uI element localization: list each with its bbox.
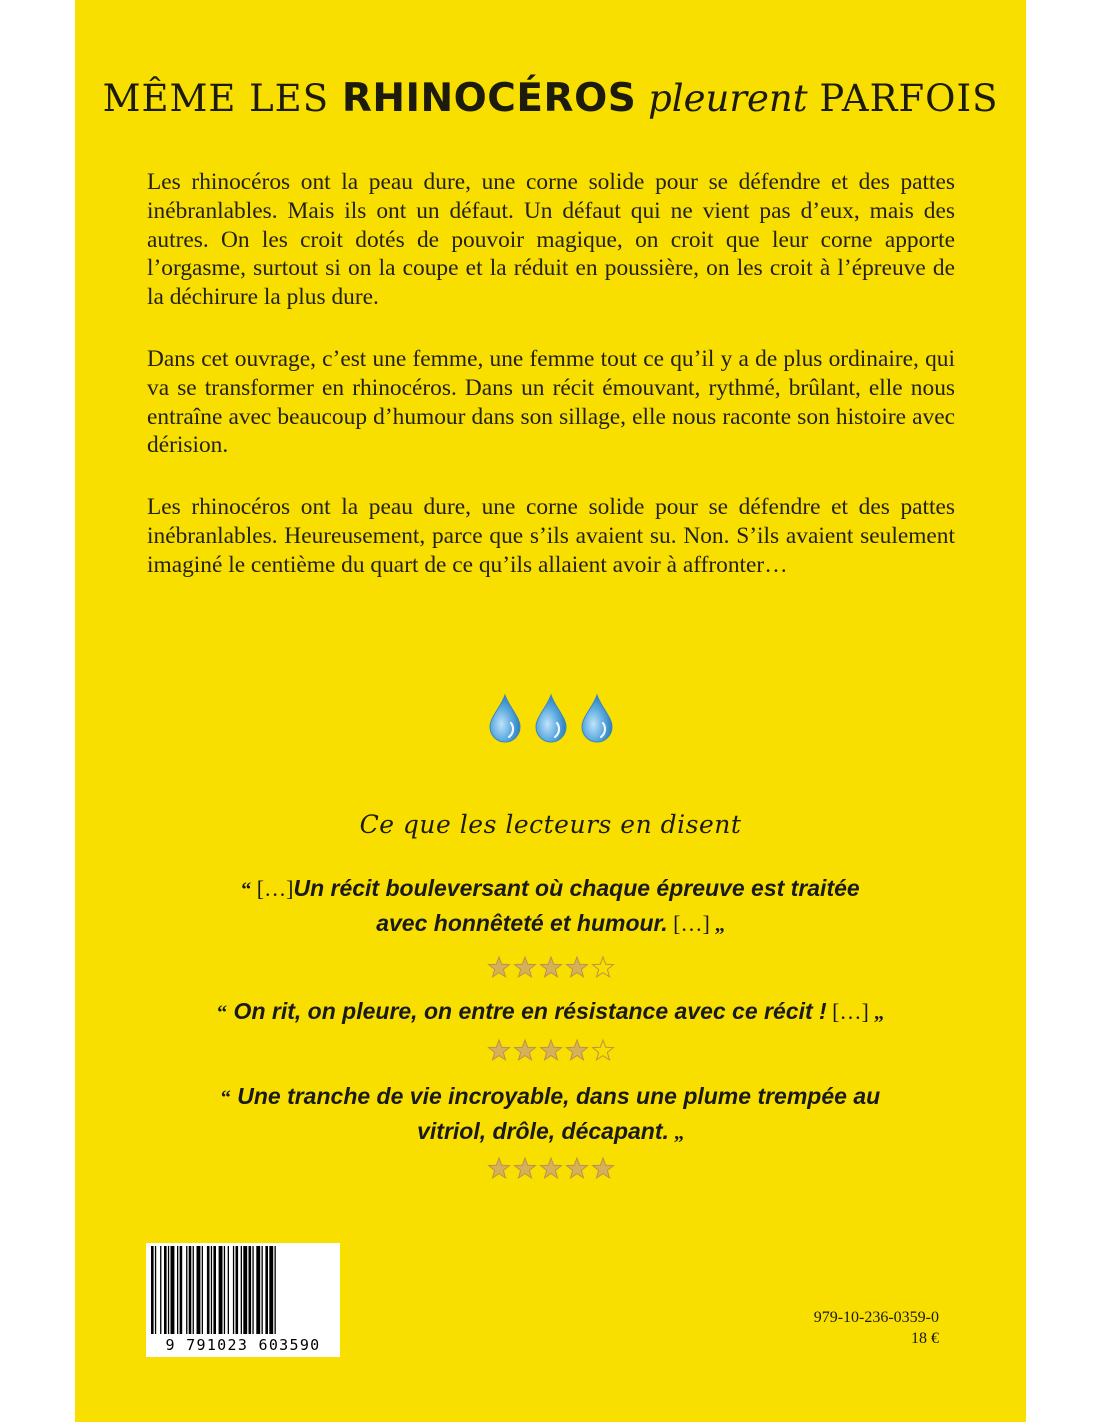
barcode-bar: [252, 1246, 253, 1334]
open-quote: “: [217, 1002, 228, 1024]
barcode-bar: [186, 1246, 187, 1334]
stars-row: [487, 1156, 615, 1180]
review-text: vitriol, drôle, décapant.: [417, 1118, 669, 1144]
barcode-bar: [168, 1246, 169, 1334]
star-empty-icon: [592, 957, 613, 977]
star-filled-icon: [540, 1040, 561, 1060]
readers-heading: Ce que les lecteurs en disent: [359, 810, 742, 839]
back-cover: [75, 0, 1026, 1422]
title-part-4: PARFOIS: [819, 77, 999, 120]
barcode-bar: [224, 1246, 225, 1334]
barcode-bar: [269, 1246, 273, 1334]
barcode-bar: [211, 1246, 212, 1334]
stars-row: [487, 955, 615, 979]
ellipsis: […]: [667, 911, 710, 936]
barcode-bar: [262, 1246, 263, 1334]
barcode-bar: [160, 1246, 161, 1334]
tear-drops: [75, 693, 1026, 748]
star-filled-icon: [488, 1158, 509, 1178]
blurb-paragraph: Les rhinocéros ont la peau dure, une corne solide pour se défendre et des pattes inébranlables. Mais ils ont un défaut. Un défaut qui ne vient pas d’eux, mais des autres. On les croit dotés de pouvoir magique, on croit que leur corne apporte l’orgasme, surtout si on la coupe et la réduit en poussière, on les croit à l’épreuve de la déchirure la plus dure.: [147, 169, 955, 311]
rating-stars: [75, 1156, 1026, 1185]
close-quote: „: [668, 1122, 684, 1144]
open-quote: “: [241, 879, 252, 901]
blurb-paragraph: Dans cet ouvrage, c’est une femme, une femme tout ce qu’il y a de plus ordinaire, qui va se transformer en rhinocéros. Dans un récit émouvant, rythmé, brûlant, elle nous entraîne avec beaucoup d’humour dans son sillage, elle nous raconte son histoire avec dérision.: [147, 345, 955, 459]
title-part-1: MÊME LES: [102, 77, 342, 120]
blurb-paragraph: Les rhinocéros ont la peau dure, une corne solide pour se défendre et des pattes inébranlables. Heureusement, parce que s’ils avaient su. Non. S’ils avaient seulement imaginé le centième du quart de ce qu’ils allaient avoir à affronter…: [147, 494, 955, 578]
barcode-bar: [256, 1246, 260, 1334]
star-filled-icon: [566, 1040, 587, 1060]
review-quote: [75, 995, 1026, 1030]
barcode-bar: [177, 1246, 178, 1334]
review-text: Un récit bouleversant où chaque épreuve est traitée: [293, 875, 860, 901]
star-filled-icon: [514, 1040, 535, 1060]
barcode-bar: [219, 1246, 223, 1334]
tear-drop-icon: [533, 693, 569, 743]
stars-row: [487, 1038, 615, 1062]
isbn-number: 979-10-236-0359-0: [813, 1309, 939, 1326]
rating-stars: [75, 955, 1026, 984]
star-filled-icon: [514, 1158, 535, 1178]
barcode-bar: [213, 1246, 216, 1334]
close-quote: „: [709, 914, 725, 936]
barcode-bar: [180, 1246, 183, 1334]
barcode-bars: [147, 1244, 339, 1336]
star-filled-icon: [566, 957, 587, 977]
barcode-bar: [197, 1246, 201, 1334]
review-text: Une tranche de vie incroyable, dans une plume trempée au: [230, 1083, 881, 1109]
review-text: On rit, on pleure, on entre en résistance avec ce récit !: [227, 998, 827, 1024]
barcode-bar: [228, 1246, 229, 1334]
star-filled-icon: [566, 1158, 587, 1178]
open-quote: “: [220, 1087, 231, 1109]
star-filled-icon: [540, 1158, 561, 1178]
price: 18 €: [911, 1330, 939, 1347]
barcode-bar: [155, 1246, 156, 1334]
barcode-bar: [241, 1246, 242, 1334]
barcode-bar: [275, 1246, 276, 1334]
isbn-block: [814, 1307, 939, 1349]
review-quote: [75, 872, 1026, 942]
barcode: [146, 1243, 340, 1357]
barcode-bar: [202, 1246, 203, 1334]
barcode-bar: [243, 1246, 247, 1334]
ellipsis: […]: [826, 999, 869, 1024]
star-filled-icon: [488, 1040, 509, 1060]
close-quote: „: [868, 1002, 884, 1024]
barcode-bar: [249, 1246, 252, 1334]
star-filled-icon: [540, 957, 561, 977]
barcode-bar: [151, 1246, 154, 1334]
barcode-bar: [193, 1246, 194, 1334]
barcode-bar: [171, 1246, 175, 1334]
star-filled-icon: [488, 957, 509, 977]
tear-drop-icon: [487, 693, 523, 743]
title-part-3: pleurent: [636, 77, 820, 120]
review-quote: [75, 1080, 1026, 1150]
book-title: [75, 76, 1026, 121]
barcode-bar: [233, 1246, 234, 1334]
barcode-bar: [207, 1246, 210, 1334]
star-filled-icon: [592, 1158, 613, 1178]
barcode-bar: [236, 1246, 239, 1334]
blurb-text: [147, 168, 955, 613]
star-filled-icon: [514, 957, 535, 977]
review-text: avec honnêteté et humour.: [376, 910, 668, 936]
barcode-bar: [164, 1246, 167, 1334]
tear-drop-icon: [579, 693, 615, 743]
barcode-bar: [189, 1246, 192, 1334]
title-part-2: RHINOCÉROS: [341, 76, 637, 121]
rating-stars: [75, 1038, 1026, 1067]
barcode-bar: [265, 1246, 268, 1334]
barcode-digits: 9 791023 603590: [165, 1336, 321, 1354]
star-empty-icon: [592, 1040, 613, 1060]
ellipsis: […]: [251, 876, 294, 901]
